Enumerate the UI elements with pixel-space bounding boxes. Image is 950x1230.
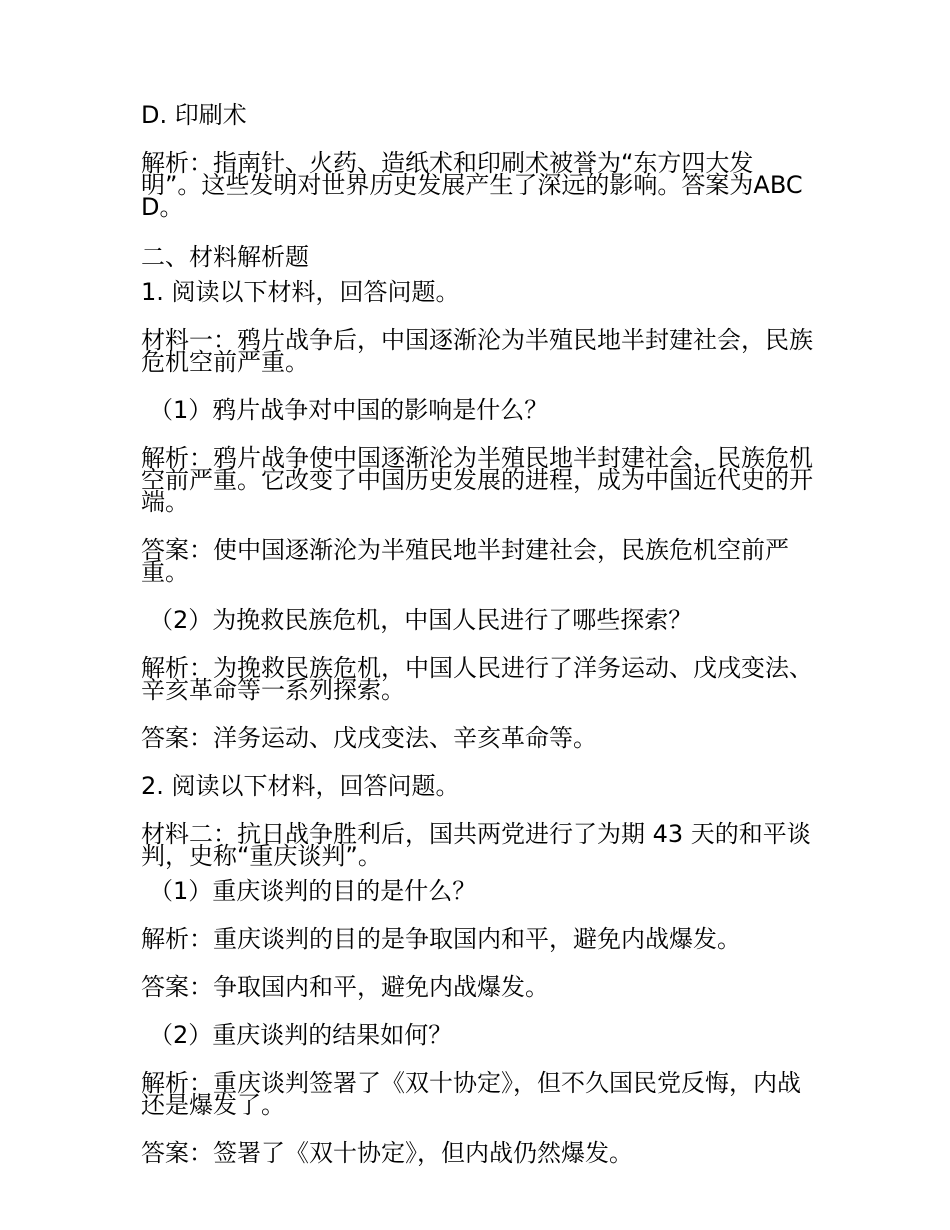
answer-1-2: 答案：洋务运动、戊戌变法、辛亥革命等。	[141, 724, 597, 752]
material-2: 材料二：抗日战争胜利后，国共两党进行了为期 43 天的和平谈判，史称“重庆谈判”。	[141, 820, 811, 870]
answer-2-1: 答案：争取国内和平，避免内战爆发。	[141, 973, 549, 1001]
answer-1-1: 答案：使中国逐渐沦为半殖民地半封建社会，民族危机空前严重。	[141, 536, 789, 586]
answer-2-2: 答案：签署了《双十协定》，但内战仍然爆发。	[141, 1139, 633, 1167]
analysis-paragraph: 解析：指南针、火药、造纸术和印刷术被誉为“东方四大发明”。这些发明对世界历史发展产生了深远的影响。答案为ABCD。	[141, 149, 803, 221]
material-1: 材料一：鸦片战争后，中国逐渐沦为半殖民地半封建社会，民族危机空前严重。	[141, 326, 813, 376]
analysis-2-1: 解析：重庆谈判的目的是争取国内和平，避免内战爆发。	[141, 925, 741, 953]
section-heading: 二、材料解析题	[141, 243, 309, 271]
analysis-1-2: 解析：为挽救民族危机，中国人民进行了洋务运动、戊戌变法、辛亥革命等一系列探索。	[141, 654, 813, 704]
analysis-1-1: 解析：鸦片战争使中国逐渐沦为半殖民地半封建社会，民族危机空前严重。它改变了中国历史发展的进程，成为中国近代史的开端。	[141, 444, 813, 516]
document-body	[141, 101, 813, 1167]
question-2-2: （2）重庆谈判的结果如何？	[149, 1021, 453, 1049]
question-2-1: （1）重庆谈判的目的是什么？	[149, 877, 477, 905]
option-d: D. 印刷术	[141, 101, 247, 129]
question-1-2: （2）为挽救民族危机，中国人民进行了哪些探索？	[149, 606, 693, 634]
question-2-prompt: 2. 阅读以下材料，回答问题。	[141, 772, 460, 800]
question-1-prompt: 1. 阅读以下材料，回答问题。	[141, 278, 460, 306]
question-1-1: （1）鸦片战争对中国的影响是什么？	[149, 396, 549, 424]
analysis-2-2: 解析：重庆谈判签署了《双十协定》，但不久国民党反悔，内战还是爆发了。	[141, 1069, 801, 1119]
